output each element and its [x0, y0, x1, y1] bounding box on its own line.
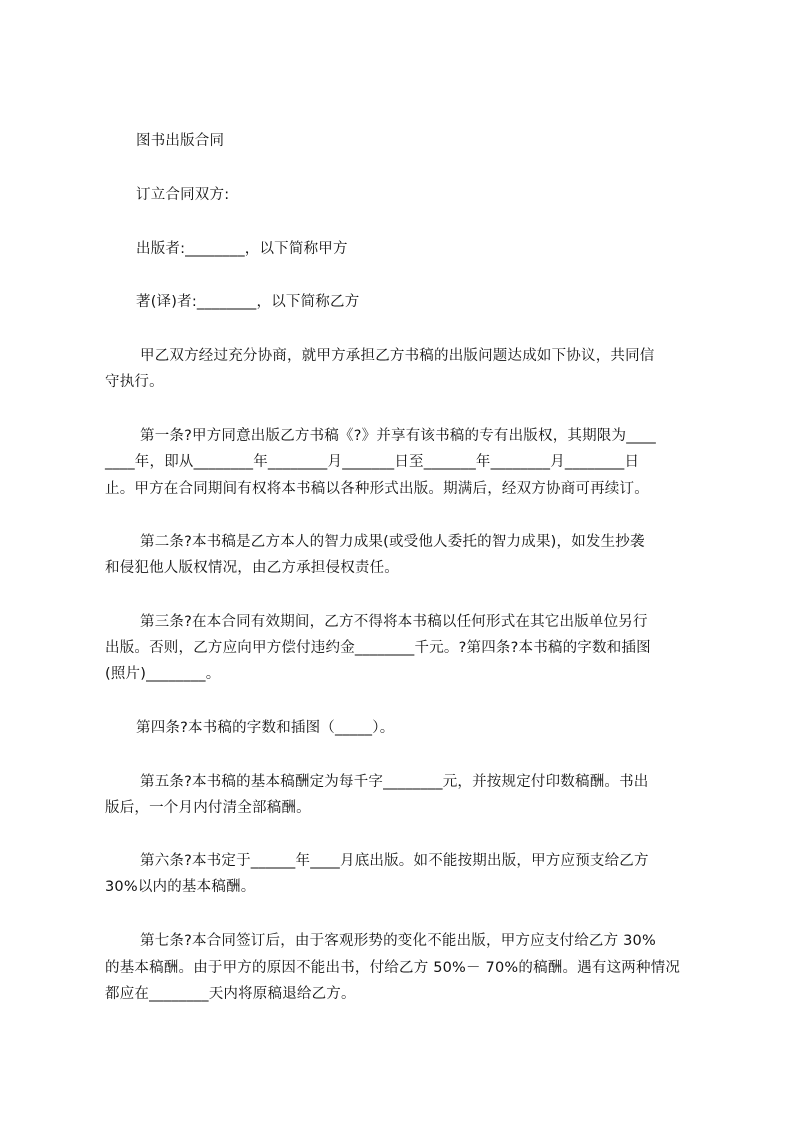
- article5-line-1: 第五条?本书稿的基本稿酬定为每千字________元，并按规定付印数稿酬。书出: [140, 774, 649, 790]
- article7-line-3: 都应在________天内将原稿退给乙方。: [105, 986, 356, 1002]
- article6-line-2: 30%以内的基本稿酬。: [105, 879, 256, 895]
- author-line: 著(译)者:________，以下简称乙方: [136, 294, 360, 310]
- article1-line-2: ____年，即从________年________月_______日至_______年________月________日: [105, 454, 640, 470]
- publisher-line: 出版者:________，以下简称甲方: [136, 241, 348, 257]
- contract-title: 图书出版合同: [136, 133, 225, 149]
- article3-line-1: 第三条?在本合同有效期间，乙方不得将本书稿以任何形式在其它出版单位另行: [140, 614, 648, 630]
- article3-line-2: 出版。否则，乙方应向甲方偿付违约金________千元。?第四条?本书稿的字数和插图: [105, 640, 651, 656]
- article2-line-2: 和侵犯他人版权情况，由乙方承担侵权责任。: [105, 560, 399, 576]
- article7-line-2: 的基本稿酬。由于甲方的原因不能出书，付给乙方 50%－ 70%的稿酬。遇有这两种情况: [105, 960, 681, 976]
- article3-line-3: (照片)________。: [105, 666, 221, 682]
- article4-line-1: 第四条?本书稿的字数和插图（_____）。: [136, 720, 395, 736]
- preamble-line-1: 甲乙双方经过充分协商，就甲方承担乙方书稿的出版问题达成如下协议，共同信: [140, 348, 655, 364]
- parties-heading: 订立合同双方:: [136, 187, 230, 203]
- preamble-line-2: 守执行。: [105, 374, 164, 390]
- article7-line-1: 第七条?本合同签订后，由于客观形势的变化不能出版，甲方应支付给乙方 30%: [140, 933, 656, 949]
- article1-line-3: 止。甲方在合同期间有权将本书稿以各种形式出版。期满后，经双方协商可再续订。: [105, 481, 649, 497]
- article5-line-2: 版后，一个月内付清全部稿酬。: [105, 800, 311, 816]
- article1-line-1: 第一条?甲方同意出版乙方书稿《?》并享有该书稿的专有出版权，其期限为____: [140, 428, 656, 444]
- article6-line-1: 第六条?本书定于______年____月底出版。如不能按期出版，甲方应预支给乙方: [140, 853, 649, 869]
- article2-line-1: 第二条?本书稿是乙方本人的智力成果(或受他人委托的智力成果)，如发生抄袭: [140, 534, 645, 550]
